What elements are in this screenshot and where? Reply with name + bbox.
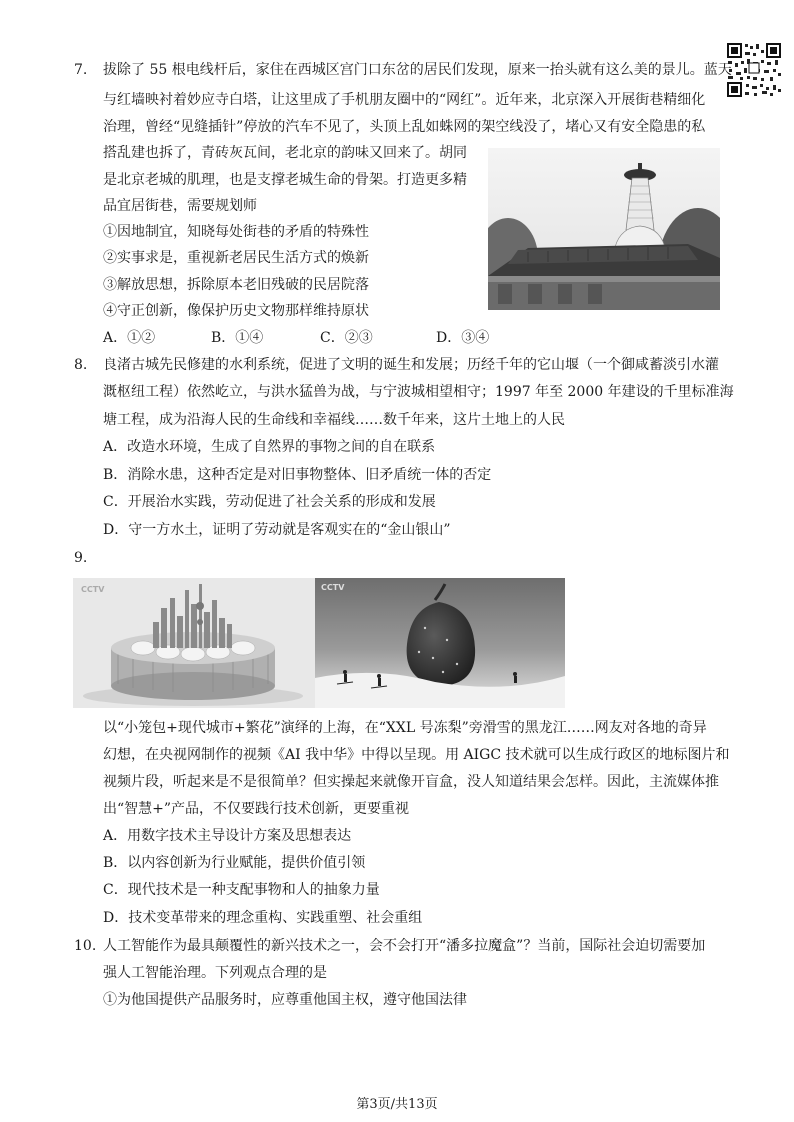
option-a[interactable]: A．改造水环境，生成了自然界的事物之间的自在联系 (103, 439, 436, 455)
option-d[interactable]: D．守一方水土，证明了劳动就是客观实在的“金山银山” (103, 522, 451, 538)
question-text-line: 是北京老城的肌理，也是支撑老城生命的骨架。打造更多精 (103, 172, 467, 188)
question-number: 10. (74, 938, 97, 954)
option-a[interactable]: A．①② (103, 330, 156, 346)
question-text-line: 治理，曾经“见缝插针”停放的汽车不见了，头顶上乱如蛛网的架空线没了，堵心又有安全隐患的私 (103, 119, 706, 135)
statement: ③解放思想，拆除原本老旧残破的民居院落 (103, 277, 369, 293)
question-text-line: 以“小笼包+现代城市+繁花”演绎的上海，在“XXL 号冻梨”旁滑雪的黑龙江……网友对各地的奇异 (103, 720, 707, 736)
question-text-line: 与红墙映衬着妙应寺白塔，让这里成了手机朋友圈中的“网红”。近年来，北京深入开展街巷精细化 (103, 92, 706, 108)
question-text-line: 良渚古城先民修建的水利系统，促进了文明的诞生和发展；历经千年的它山堰（一个御咸蓄淡引水灌 (103, 357, 719, 373)
question-text-line: 视频片段，听起来是不是很简单？但实操起来就像开盲盒，没人知道结果会怎样。因此，主流媒体推 (103, 774, 719, 790)
option-d[interactable]: D．③④ (436, 330, 490, 346)
statement: ④守正创新，像保护历史文物那样维持原状 (103, 303, 369, 319)
cctv-logo: CCTV (321, 583, 345, 592)
cctv-logo: CCTV (81, 585, 105, 594)
question-number: 7. (74, 62, 88, 78)
question-text-line: 强人工智能治理。下列观点合理的是 (103, 965, 327, 981)
option-c[interactable]: C．②③ (320, 330, 373, 346)
question-text-line: 出“智慧+”产品，不仅要践行技术创新，更要重视 (103, 801, 410, 817)
frozen-pear-skiing-image (315, 578, 565, 708)
option-b[interactable]: B．①④ (211, 330, 264, 346)
statement: ①为他国提供产品服务时，应尊重他国主权，遵守他国法律 (103, 992, 467, 1008)
question-number: 9. (74, 550, 88, 566)
xiaolongbao-city-image (73, 578, 315, 708)
question-text-line: 塘工程，成为沿海人民的生命线和幸福线……数千年来，这片土地上的人民 (103, 412, 565, 428)
statement: ①因地制宜，知晓每处街巷的矛盾的特殊性 (103, 224, 369, 240)
question-number: 8. (74, 357, 88, 373)
qr-code-image (726, 42, 782, 98)
question-text-line: 拔除了 55 根电线杆后，家住在西城区宫门口东岔的居民们发现，原来一抬头就有这么美的景儿。蓝天 (103, 62, 732, 78)
question-text-line: 搭乱建也拆了，青砖灰瓦间，老北京的韵味又回来了。胡同 (103, 145, 467, 161)
option-d[interactable]: D．技术变革带来的理念重构、实践重塑、社会重组 (103, 910, 423, 926)
question-text-line: 幻想，在央视网制作的视频《AI 我中华》中得以呈现。用 AIGC 技术就可以生成行政区的地标图片和 (103, 747, 730, 763)
option-c[interactable]: C．现代技术是一种支配事物和人的抽象力量 (103, 882, 380, 898)
page-footer: 第3页/共13页 (356, 1097, 438, 1112)
option-c[interactable]: C．开展治水实践，劳动促进了社会关系的形成和发展 (103, 494, 436, 510)
option-b[interactable]: B．消除水患，这种否定是对旧事物整体、旧矛盾统一体的否定 (103, 467, 492, 483)
question-text-line: 人工智能作为最具颠覆性的新兴技术之一，会不会打开“潘多拉魔盒”？当前，国际社会迫切需要加 (103, 938, 706, 954)
question-text-line: 溉枢纽工程）依然屹立，与洪水猛兽为战，与宁波城相望相守；1997 年至 2000 年建设的千里标准海 (103, 384, 734, 400)
question-text-line: 品宜居街巷，需要规划师 (103, 198, 257, 214)
statement: ②实事求是，重视新老居民生活方式的焕新 (103, 250, 369, 266)
white-pagoda-photo (488, 148, 720, 310)
option-a[interactable]: A．用数字技术主导设计方案及思想表达 (103, 828, 352, 844)
option-b[interactable]: B．以内容创新为行业赋能，提供价值引领 (103, 855, 366, 871)
